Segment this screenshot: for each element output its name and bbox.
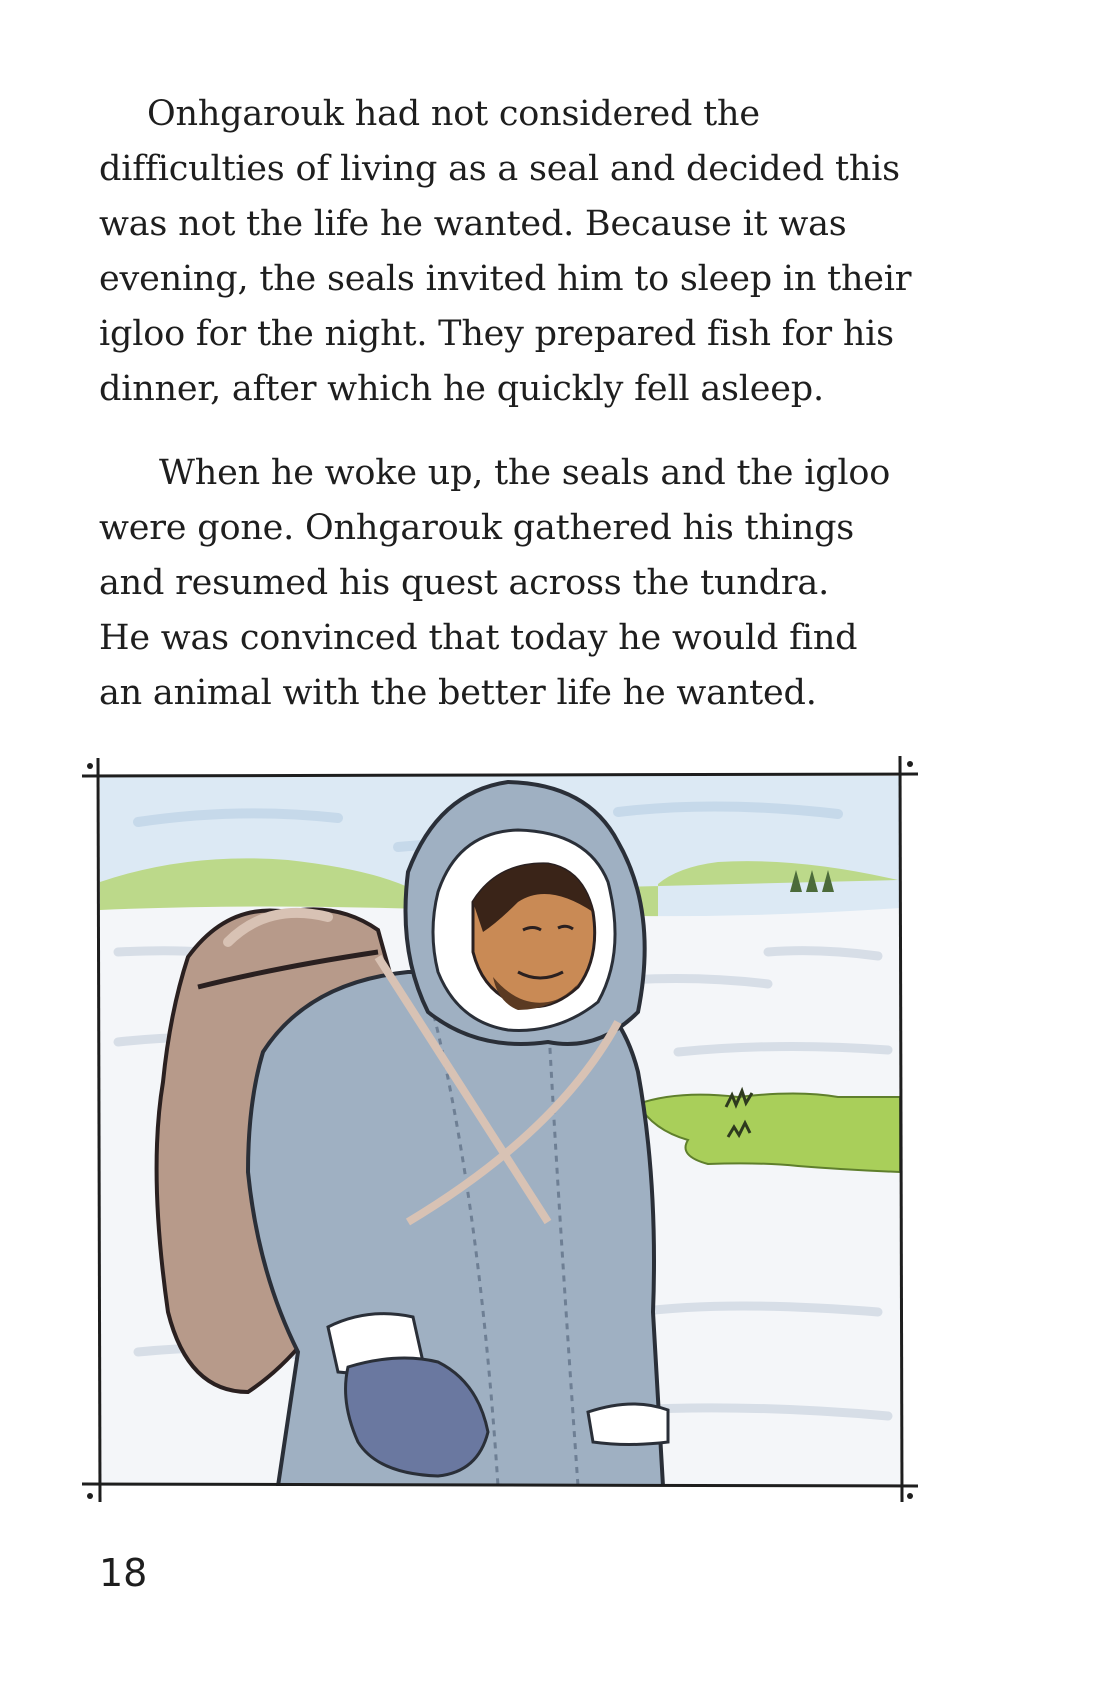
- paragraph-line: When he woke up, the seals and the igloo: [159, 453, 891, 493]
- paragraph-2: [99, 446, 919, 721]
- illustration-scene: [100, 776, 900, 1486]
- paragraph-line: dinner, after which he quickly fell asleep.: [99, 369, 824, 409]
- paragraph-line: igloo for the night. They prepared fish for his: [99, 314, 894, 354]
- paragraph-line: were gone. Onhgarouk gathered his things: [99, 508, 855, 548]
- paragraph-line: an animal with the better life he wanted.: [99, 673, 817, 713]
- right-cuff: [588, 1404, 668, 1445]
- story-illustration: [78, 752, 918, 1512]
- hooded-traveler-illustration-icon: [78, 752, 918, 1512]
- page-number: 18: [99, 1551, 148, 1595]
- paragraph-line: was not the life he wanted. Because it was: [99, 204, 847, 244]
- paragraph-line: and resumed his quest across the tundra.: [99, 563, 829, 603]
- paragraph-line: difficulties of living as a seal and decided this: [99, 149, 900, 189]
- paragraph-1: [99, 87, 919, 417]
- paragraph-line: evening, the seals invited him to sleep in their: [99, 259, 912, 299]
- paragraph-line: He was convinced that today he would find: [99, 618, 858, 658]
- paragraph-line: Onhgarouk had not considered the: [147, 94, 760, 134]
